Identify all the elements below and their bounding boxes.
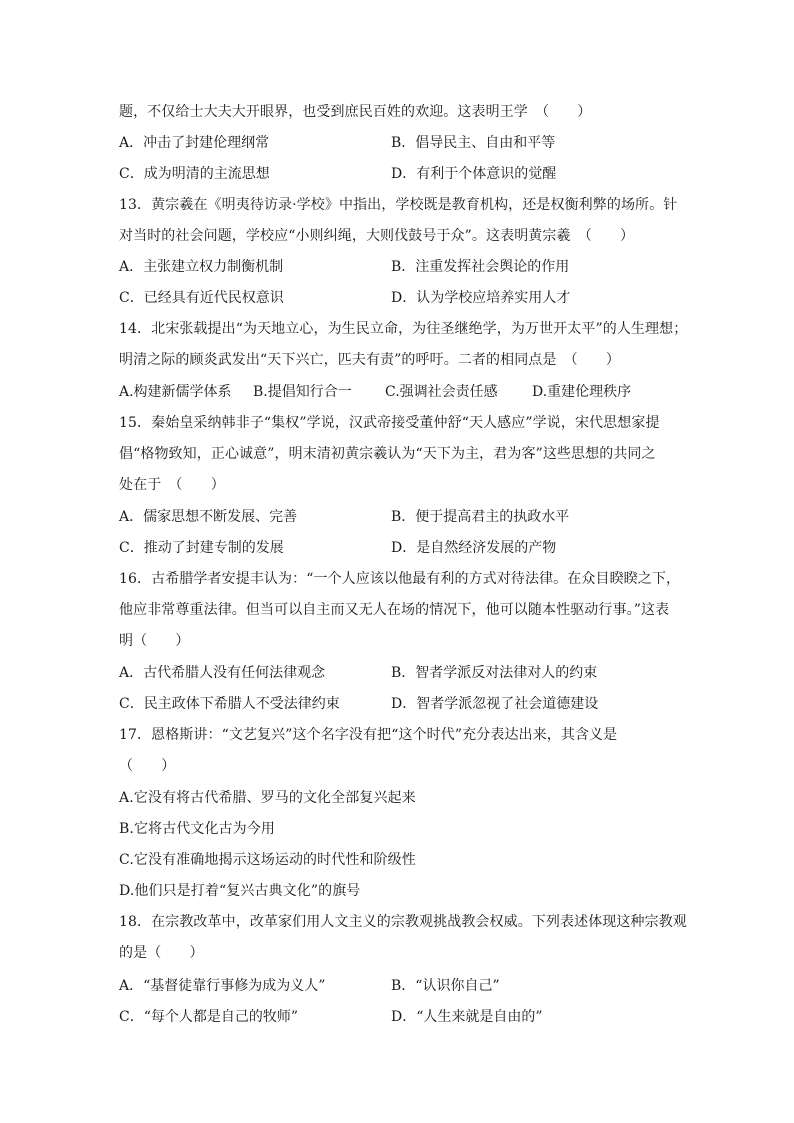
q17-stem-line: （ ） — [119, 758, 176, 774]
q13-option-d: D．认为学校应培养实用人才 — [391, 290, 571, 306]
q15-option-c: C．推动了封建专制的发展 — [119, 540, 284, 556]
q16-stem-line: 明（ ） — [119, 633, 190, 649]
q18-stem-line: 的是（ ） — [119, 945, 204, 961]
q16-stem-line: 他应非常尊重法律。但当可以自主而又无人在场的情况下，他可以随本性驱动行事。”这表 — [119, 602, 670, 618]
q15-option-b: B．便于提高君主的执政水平 — [391, 509, 570, 525]
q17-stem-line: 17．恩格斯讲：“文艺复兴”这个名字没有把“这个时代”充分表达出来，其含义是 — [119, 727, 618, 743]
q18-option-d: D．“人生来就是自由的” — [391, 1009, 543, 1025]
q15-stem-line: 处在于 （ ） — [119, 477, 225, 493]
q14-stem-line: 14．北宋张载提出“为天地立心，为生民立命，为往圣继绝学，为万世开太平”的人生理想； — [119, 321, 688, 337]
q15-stem-line: 15．秦始皇采纳韩非子“集权”学说，汉武帝接受董仲舒“天人感应”学说，宋代思想家提 — [119, 415, 660, 431]
q17-option-a: A.它没有将古代希腊、罗马的文化全部复兴起来 — [119, 790, 416, 806]
q14-option-b: B.提倡知行合一 — [253, 384, 352, 400]
q15-options-row-2 — [0, 537, 794, 559]
q14-option-c: C.强调社会责任感 — [385, 384, 498, 400]
q17-option-c: C.它没有准确地揭示这场运动的时代性和阶级性 — [119, 852, 416, 868]
q16-option-a: A．古代希腊人没有任何法律观念 — [119, 665, 326, 681]
q14-options-row — [0, 381, 794, 403]
q18-option-c: C．“每个人都是自己的牧师” — [119, 1009, 299, 1025]
q12-option-d: D．有利于个体意识的觉醒 — [391, 166, 557, 182]
q16-options-row-2 — [0, 693, 794, 715]
q18-options-row-1 — [0, 975, 794, 997]
q13-stem-line: 13．黄宗羲在《明夷待访录·学校》中指出，学校既是教育机构，还是权衡利弊的场所。针 — [119, 197, 678, 213]
q15-options-row-1 — [0, 506, 794, 528]
q16-stem-line: 16．古希腊学者安提丰认为：“一个人应该以他最有利的方式对待法律。在众目睽睽之下， — [119, 571, 681, 587]
q13-option-c: C．已经具有近代民权意识 — [119, 290, 284, 306]
q15-option-d: D．是自然经济发展的产物 — [391, 540, 557, 556]
q14-option-a: A.构建新儒学体系 — [119, 384, 232, 400]
q16-options-row-1 — [0, 662, 794, 684]
q12-stem-line: 题，不仅给士大夫大开眼界，也受到庶民百姓的欢迎。这表明王学 （ ） — [119, 104, 592, 120]
q14-stem-line: 明清之际的顾炎武发出“天下兴亡，匹夫有责”的呼吁。二者的相同点是 （ ） — [119, 352, 621, 368]
q13-stem-line: 对当时的社会问题，学校应“小则纠绳，大则伐鼓号于众”。这表明黄宗羲 （ ） — [119, 228, 635, 244]
q14-option-d: D.重建伦理秩序 — [532, 384, 632, 400]
q12-option-b: B．倡导民主、自由和平等 — [391, 135, 556, 151]
q18-option-a: A．“基督徒靠行事修为成为义人” — [119, 978, 326, 994]
q13-options-row-2 — [0, 287, 794, 309]
q12-option-a: A．冲击了封建伦理纲常 — [119, 135, 270, 151]
q13-option-a: A．主张建立权力制衡机制 — [119, 259, 284, 275]
q15-option-a: A．儒家思想不断发展、完善 — [119, 509, 298, 525]
q15-stem-line: 倡“格物致知，正心诚意”，明末清初黄宗羲认为“天下为主，君为客”这些思想的共同之 — [119, 446, 656, 462]
q17-option-d: D.他们只是打着“复兴古典文化”的旗号 — [119, 883, 361, 899]
q13-options-row-1 — [0, 256, 794, 278]
q12-options-row-2 — [0, 163, 794, 185]
q16-option-d: D．智者学派忽视了社会道德建设 — [391, 696, 599, 712]
q18-option-b: B．“认识你自己” — [391, 978, 500, 994]
q16-option-b: B．智者学派反对法律对人的约束 — [391, 665, 598, 681]
q12-option-c: C．成为明清的主流思想 — [119, 166, 270, 182]
q18-stem-line: 18．在宗教改革中，改革家们用人文主义的宗教观挑战教会权威。下列表述体现这种宗教观 — [119, 914, 687, 930]
q18-options-row-2 — [0, 1006, 794, 1028]
q13-option-b: B．注重发挥社会舆论的作用 — [391, 259, 570, 275]
q16-option-c: C．民主政体下希腊人不受法律约束 — [119, 696, 340, 712]
q12-options-row-1 — [0, 132, 794, 154]
q17-option-b: B.它将古代文化古为今用 — [119, 821, 275, 837]
